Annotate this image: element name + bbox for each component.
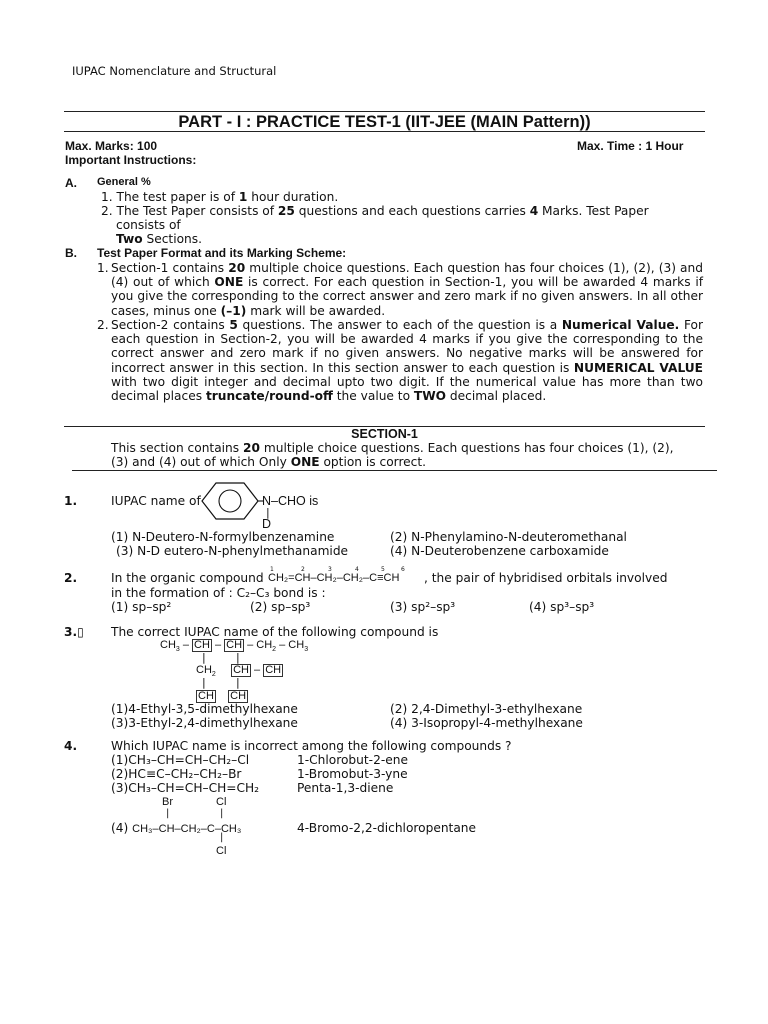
option-label: (3) <box>111 781 129 795</box>
boxed-ch: CH <box>233 664 249 676</box>
option-label: (4) <box>111 821 129 835</box>
q4-row-2-name: 1-Bromobut-3-yne <box>297 767 408 781</box>
q1-d-label: D <box>262 517 272 531</box>
carbon-number: 5 <box>381 566 385 573</box>
carbon-number: 1 <box>270 566 274 573</box>
q4-row-1-name: 1-Chlorobut-2-ene <box>297 753 408 767</box>
q3-option-3: (3)3-Ethyl-2,4-dimethylhexane <box>111 716 298 730</box>
bold-text: ONE <box>290 455 320 469</box>
text: CH <box>160 639 176 651</box>
q2-option-2: (2) sp–sp³ <box>250 600 311 614</box>
text: – <box>179 639 193 651</box>
text: multiple choice questions. Each question has four choices (1), (2), (3) and (4) out of which <box>111 261 703 290</box>
q3-structure-row2: $CH_2$ CH – CH <box>196 664 282 679</box>
instruction-a2-line3 <box>116 232 202 246</box>
q4-number: 4. <box>64 739 78 753</box>
q2-option-1: (1) sp–sp² <box>111 600 172 614</box>
q3-bond: | <box>236 651 240 664</box>
formula: CH₃–CH=CH–CH₂–Cl <box>128 753 250 767</box>
q4-row-2 <box>111 767 241 781</box>
important-instructions: Important Instructions: <box>65 153 197 167</box>
benzene-ring-icon <box>200 479 266 523</box>
boxed-ch: CH <box>198 690 214 702</box>
text: option is correct. <box>319 455 427 469</box>
section-1-bottom-rule <box>72 470 717 471</box>
text: Marks. Test Paper <box>538 204 649 218</box>
section-1-line2 <box>111 455 426 469</box>
bold-text: TWO <box>413 389 447 404</box>
q3-number: 3.▯ <box>64 625 84 639</box>
carbon-number: 6 <box>401 566 405 573</box>
q3-option-4: (4) 3-Isopropyl-4-methylhexane <box>390 716 583 730</box>
q4-bond: | <box>220 808 224 819</box>
page-title: PART - I : PRACTICE TEST-1 (IIT-JEE (MAIN Pattern)) <box>178 113 591 131</box>
formula: HC≡C–CH₂–CH₂–Br <box>128 767 242 781</box>
formula: CH₃–CH=CH–CH=CH₂ <box>128 781 260 795</box>
q4-br-label: Br <box>162 796 173 808</box>
text: questions and each questions carries <box>294 204 530 218</box>
text: – CH <box>244 639 273 651</box>
section-1-heading: SECTION-1 <box>351 427 418 441</box>
bold-text: 4 <box>529 204 539 218</box>
text: the value to <box>332 389 414 404</box>
q4-cl-bottom-label: Cl <box>216 845 227 857</box>
text: with two digit integer and decimal upto two digit. If the numerical value has more than two decimal places <box>111 374 703 404</box>
bold-text: Numerical Value. <box>561 318 680 332</box>
instruction-b1-number: 1. <box>97 261 109 275</box>
q4-row-4-name: 4-Bromo-2,2-dichloropentane <box>297 821 477 835</box>
q1-option-1: (1) N-Deutero-N-formylbenzenamine <box>111 530 335 544</box>
instruction-b2 <box>111 318 703 403</box>
text: – CH <box>276 639 305 651</box>
text: Sections. <box>142 232 202 246</box>
q4-stem: Which IUPAC name is incorrect among the following compounds ? <box>111 739 512 753</box>
text: This section contains <box>111 441 244 455</box>
text: multiple choice questions. Each questions has four choices (1), (2), <box>259 441 674 455</box>
q2-option-4: (4) sp³–sp³ <box>529 600 595 614</box>
formula: CH₃–CH–CH₂–C–CH₃ <box>132 823 242 835</box>
max-time: Max. Time : 1 Hour <box>577 139 684 153</box>
instruction-a1 <box>101 190 338 204</box>
instruction-a2 <box>101 204 649 218</box>
bold-text: (–1) <box>220 303 247 318</box>
q3-bond: | <box>202 651 206 664</box>
section-a-heading: General % <box>97 176 151 188</box>
bold-text: NUMERICAL VALUE <box>573 360 703 375</box>
bold-text: 20 <box>243 441 260 455</box>
q4-cl-top-label: Cl <box>216 796 227 808</box>
q4-bond: | <box>220 832 224 843</box>
q3-option-2: (2) 2,4-Dimethyl-3-ethylhexane <box>390 702 583 716</box>
text: mark will be awarded. <box>246 303 386 318</box>
q4-bond: | <box>166 808 170 819</box>
boxed-ch: CH <box>194 639 210 651</box>
bold-text: 20 <box>228 261 246 275</box>
text: hour duration. <box>247 190 339 204</box>
instruction-b1 <box>111 261 703 318</box>
q2-option-3: (3) sp²–sp³ <box>390 600 456 614</box>
item-number: 2. <box>101 204 113 218</box>
q4-row-3-name: Penta-1,3-diene <box>297 781 394 795</box>
text: The Test Paper consists of <box>116 204 278 218</box>
q1-option-3: (3) N-D eutero-N-phenylmethanamide <box>116 544 349 558</box>
text: The test paper is of <box>116 190 239 204</box>
title-bottom-rule <box>64 131 705 132</box>
q1-stem: IUPAC name of <box>111 494 201 508</box>
q2-stem-a: In the organic compound <box>111 571 264 585</box>
q4-row-3 <box>111 781 259 795</box>
text: – <box>211 639 225 651</box>
q1-bond: | <box>266 506 270 519</box>
section-a-label: A. <box>65 176 77 190</box>
section-1-line1 <box>111 441 674 455</box>
q2-stem-c: in the formation of : C₂–C₃ bond is : <box>111 586 326 600</box>
boxed-ch: CH <box>230 690 247 702</box>
bold-text: 25 <box>277 204 295 218</box>
q4-row-1 <box>111 753 249 767</box>
bold-text: ONE <box>214 275 244 290</box>
text: questions. The answer to each of the question is a <box>237 318 562 332</box>
section-b-label: B. <box>65 246 77 260</box>
section-b-heading: Test Paper Format and its Marking Scheme: <box>97 246 347 260</box>
carbon-number: 3 <box>328 566 332 573</box>
text: (3) and (4) out of which Only <box>111 455 291 469</box>
option-label: (2) <box>111 767 129 781</box>
subscript: 3 <box>304 646 309 654</box>
bold-text: truncate/round-off <box>205 389 333 404</box>
boxed-ch: CH <box>265 664 282 676</box>
carbon-number: 4 <box>355 566 359 573</box>
q2-number: 2. <box>64 571 78 585</box>
option-label: (1) <box>111 753 129 767</box>
q2-stem-b: , the pair of hybridised orbitals involved <box>424 571 668 585</box>
q1-suffix: N–CHO is <box>262 494 319 508</box>
instruction-a2-line2: consists of <box>116 218 181 232</box>
text: For each question in Section-2, you will be awarded 4 marks if you give the corresponding to the correct answer and zero mark if no given answers. No negative marks will be answered for incorrect answer in this section. In this section answer to each question is <box>111 318 703 375</box>
boxed-ch: CH <box>226 639 243 651</box>
max-marks: Max. Marks: 100 <box>65 139 158 153</box>
q1-number: 1. <box>64 494 78 508</box>
q3-bond: | <box>202 676 206 689</box>
q1-option-4: (4) N-Deuterobenzene carboxamide <box>390 544 609 558</box>
q1-option-2: (2) N-Phenylamino-N-deuteromethanal <box>390 530 627 544</box>
q2-compound: CH₂=CH–CH₂–CH₂–C≡CH <box>268 572 400 584</box>
text: Section-2 contains <box>111 318 230 332</box>
q3-stem: The correct IUPAC name of the following compound is <box>111 625 439 639</box>
text: decimal placed. <box>446 389 547 404</box>
running-header: IUPAC Nomenclature and Structural <box>72 64 277 78</box>
q3-option-1: (1)4-Ethyl-3,5-dimethylhexane <box>111 702 298 716</box>
bold-text: 5 <box>229 318 238 332</box>
text: is correct. For each question in Section-1, you will be awarded 4 marks if you give the corresponding to the correct answer and zero mark if no given answers. In all other cases, minus one <box>111 275 703 318</box>
subscript: 2 <box>272 646 277 654</box>
q3-bond: | <box>236 676 240 689</box>
bold-text: 1 <box>238 190 248 204</box>
q3-structure-row1 <box>160 639 308 653</box>
bold-text: Two <box>116 232 143 246</box>
text: CH <box>196 664 212 676</box>
subscript: 2 <box>211 671 216 679</box>
title-top-rule <box>64 111 705 112</box>
instruction-b2-number: 2. <box>97 318 109 332</box>
subscript: 3 <box>175 646 180 654</box>
carbon-number: 2 <box>301 566 305 573</box>
text: Section-1 contains <box>111 261 229 275</box>
item-number: 1. <box>101 190 113 204</box>
